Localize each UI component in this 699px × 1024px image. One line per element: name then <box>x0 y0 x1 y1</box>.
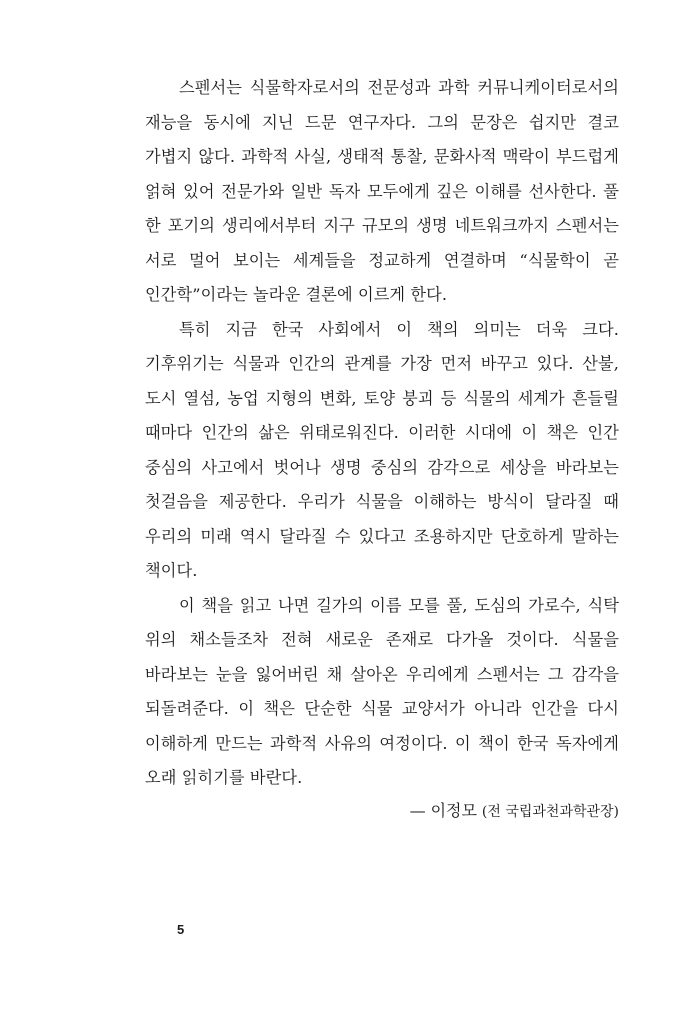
signature-dash: — <box>409 801 426 820</box>
page-number: 5 <box>177 922 185 937</box>
signature-role: (전 국립과천과학관장) <box>481 804 619 820</box>
paragraph-1: 스펜서는 식물학자로서의 전문성과 과학 커뮤니케이터로서의 재능을 동시에 지닌 드문 연구자다. 그의 문장은 쉽지만 결코 가볍지 않다. 과학적 사실, 생태적 통찰, 문화사적 맥락이 부드럽게 얽혀 있어 전문가와 일반 독자 모두에게 깊은 이해를 선사한다. 풀 한 포기의 생리에서부터 지구 규모의 생명 네트워크까지 스펜서는 서로 멀어 보이는 세계들을 정교하게 연결하며 “식물학이 곧 인간학”이라는 놀라운 결론에 이르게 한다. <box>145 78 619 304</box>
paragraph-2: 특히 지금 한국 사회에서 이 책의 의미는 더욱 크다. 기후위기는 식물과 인간의 관계를 가장 먼저 바꾸고 있다. 산불, 도시 열섬, 농업 지형의 변화, 토양 붕괴 등 식물의 세계가 흔들릴 때마다 인간의 삶은 위태로워진다. 이러한 시대에 이 책은 인간 중심의 사고에서 벗어나 생명 중심의 감각으로 세상을 바라보는 첫걸음을 제공한다. 우리가 식물을 이해하는 방식이 달라질 때 우리의 미래 역시 달라질 수 있다고 조용하지만 단호하게 말하는 책이다. <box>145 319 619 580</box>
author-signature <box>410 800 619 823</box>
signature-name: 이정모 <box>430 801 477 820</box>
paragraph-3: 이 책을 읽고 나면 길가의 이름 모를 풀, 도심의 가로수, 식탁 위의 채소들조차 전혀 새로운 존재로 다가올 것이다. 식물을 바라보는 눈을 잃어버린 채 살아온 우리에게 스펜서는 그 감각을 되돌려준다. 이 책은 단순한 식물 교양서가 아니라 인간을 다시 이해하게 만드는 과학적 사유의 여정이다. 이 책이 한국 독자에게 오래 읽히기를 바란다. <box>145 595 619 787</box>
body-text <box>145 71 619 796</box>
